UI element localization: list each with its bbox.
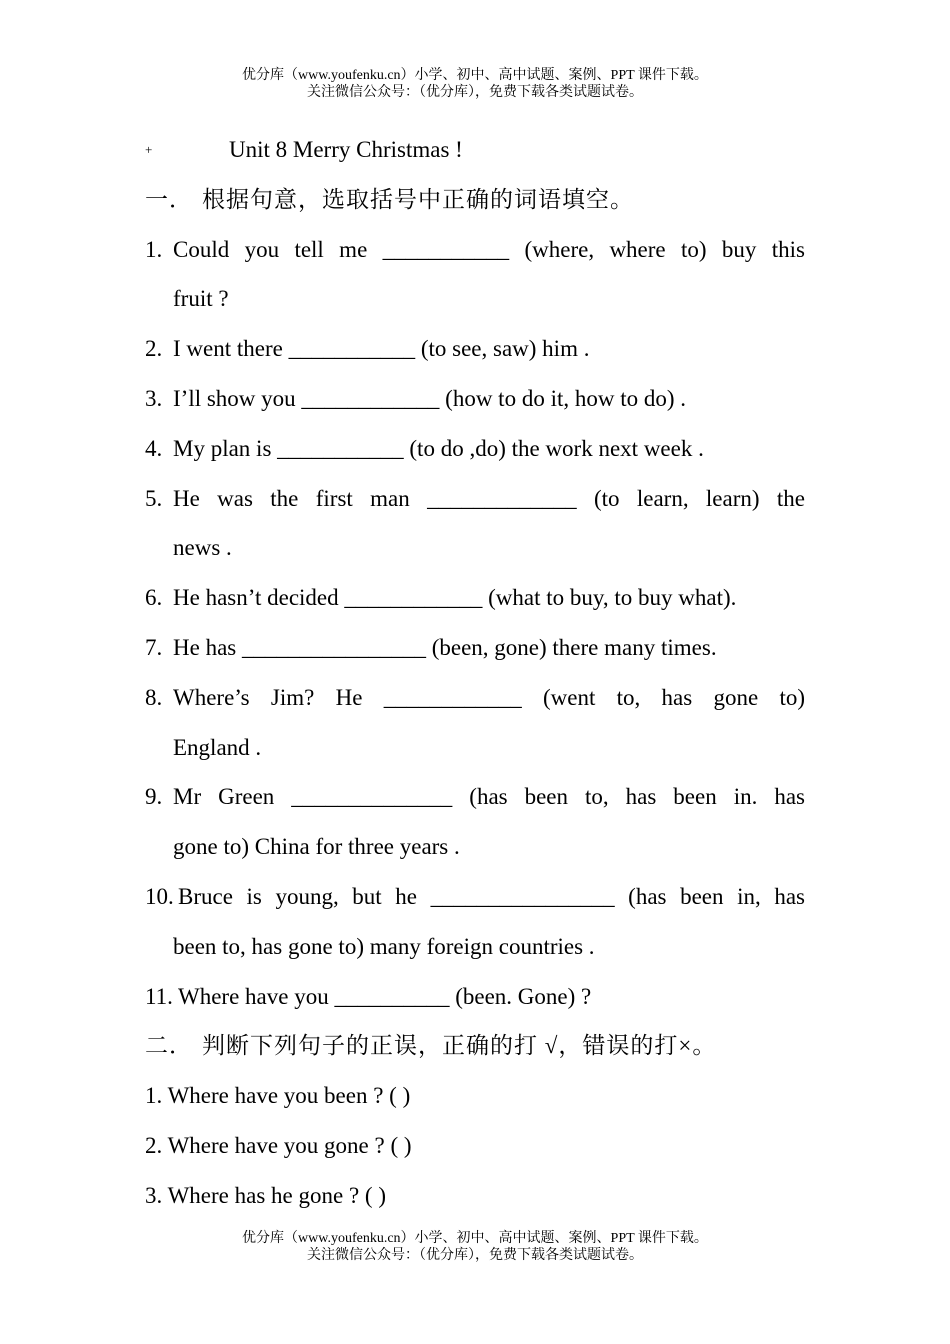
question-number: 1. [145,236,163,262]
question-number: 2. [145,336,163,362]
question-text: Where have you __________ (been. Gone) ? [178,983,592,1009]
page-footer [0,1230,950,1264]
section-2-heading [145,1021,805,1071]
section-1-text: 根据句意，选取括号中正确的词语填空。 [202,186,634,212]
question-number: 6. [145,585,163,611]
question-number: 10. [145,883,174,909]
footer-line-1: 优分库（www.youfenku.cn）小学、初中、高中试题、案例、PPT 课件下载。 [242,1231,708,1246]
question-5-continued: news . [173,535,232,561]
section-1-heading [145,175,805,225]
question-5 [145,474,805,524]
question-6 [145,573,805,623]
question-number: 7. [145,634,163,660]
question-8-continued: England . [173,734,262,760]
question-text: Could you tell me ___________ (where, where to) buy this [173,236,805,262]
question-1 [145,225,805,275]
question-11 [145,972,805,1022]
question-8 [145,673,805,723]
question-text: He was the first man _____________ (to learn, learn) the [173,485,805,511]
header-line-2: 关注微信公众号：（优分库），免费下载各类试题试卷。 [307,85,643,100]
question-number: 3. [145,385,163,411]
judgement-item-2: 2. Where have you gone ? ( ) [145,1132,412,1158]
question-3 [145,374,805,424]
section-1-number: 一． [145,186,193,212]
footer-line-2: 关注微信公众号：（优分库），免费下载各类试题试卷。 [307,1248,643,1263]
question-text: He hasn’t decided ____________ (what to buy, to buy what). [173,585,737,611]
document-title: Unit 8 Merry Christmas ! [229,137,463,162]
question-number: 5. [145,485,163,511]
question-number: 8. [145,684,163,710]
question-9 [145,772,805,822]
question-text: I went there ___________ (to see, saw) him . [173,336,590,362]
question-2 [145,324,805,374]
page-header [0,67,950,101]
question-10-continued: been to, has gone to) many foreign countries . [173,933,595,959]
question-text: Mr Green ______________ (has been to, has been in. has [173,784,805,810]
question-number: 11. [145,983,173,1009]
question-9-continued: gone to) China for three years . [173,834,460,860]
judgement-item-3: 3. Where has he gone ? ( ) [145,1182,386,1208]
question-number: 9. [145,784,163,810]
question-text: Bruce is young, but he ________________ (has been in, has [178,883,805,909]
section-2-text: 判断下列句子的正误，正确的打 √，错误的打×。 [202,1033,717,1059]
question-text: Where’s Jim? He ____________ (went to, has gone to) [173,684,805,710]
question-text: My plan is ___________ (to do ,do) the work next week . [173,435,704,461]
section-2-number: 二． [145,1033,193,1059]
question-number: 4. [145,435,163,461]
title-row [145,125,805,175]
question-10 [145,872,805,922]
document-body [145,125,805,1221]
question-7 [145,623,805,673]
paragraph-marker: + [145,142,153,157]
judgement-item-1: 1. Where have you been ? ( ) [145,1083,411,1109]
question-4 [145,424,805,474]
question-1-continued: fruit ? [173,286,229,312]
question-text: He has ________________ (been, gone) there many times. [173,634,717,660]
question-text: I’ll show you ____________ (how to do it, how to do) . [173,385,687,411]
header-line-1: 优分库（www.youfenku.cn）小学、初中、高中试题、案例、PPT 课件下载。 [242,68,708,83]
